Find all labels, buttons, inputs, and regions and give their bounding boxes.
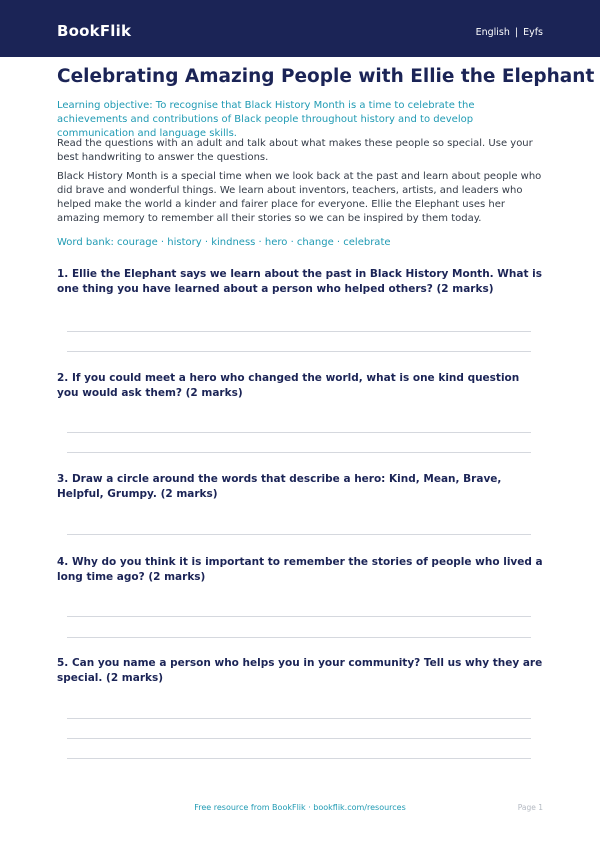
answer-line[interactable] [67,534,531,535]
header-separator: | [514,27,519,38]
answer-line[interactable] [67,758,531,759]
answer-line[interactable] [67,637,531,638]
question-1: 1. Ellie the Elephant says we learn about the past in Black History Month. What is one thing you have learned about a person who helped others? (2 marks) [57,268,542,295]
answer-line[interactable] [67,616,531,617]
language-link[interactable]: English [475,27,510,38]
page-title: Celebrating Amazing People with Ellie the Elephant [57,66,595,87]
answer-line[interactable] [67,432,531,433]
question-2: 2. If you could meet a hero who changed the world, what is one kind question you would ask them? (2 marks) [57,372,520,399]
intro-text: Black History Month is a special time when we look back at the past and learn about people who did brave and wonderful things. We learn about inventors, teachers, artists, and leaders who helped make the world a kinder and fairer place for everyone. Ellie the Elephant uses her amazing memory to remember all their stories so we can be inspired by them today. [57,171,542,224]
question-4: 4. Why do you think it is important to remember the stories of people who lived a long time ago? (2 marks) [57,556,543,583]
answer-line[interactable] [67,452,531,453]
footer-resource-link[interactable]: Free resource from BookFlik · bookflik.com/resources [194,803,406,812]
learning-objective: Learning objective: To recognise that Black History Month is a time to celebrate the achievements and contributions of Black people throughout history and to develop communication and language skills. [57,100,475,139]
answer-line[interactable] [67,718,531,719]
instructions-text: Read the questions with an adult and talk about what makes these people so special. Use your best handwriting to answer the questions. [57,138,533,163]
question-3: 3. Draw a circle around the words that describe a hero: Kind, Mean, Brave, Helpful, Grumpy. (2 marks) [57,473,502,500]
answer-line[interactable] [67,331,531,332]
answer-line[interactable] [67,738,531,739]
question-5: 5. Can you name a person who helps you in your community? Tell us why they are special. (2 marks) [57,657,543,684]
footer [0,803,600,817]
page-number: Page 1 [517,803,543,812]
answer-line[interactable] [67,351,531,352]
top-bar [0,0,600,57]
brand-logo[interactable]: BookFlik [57,22,132,40]
level-link[interactable]: Eyfs [523,27,543,38]
word-bank: Word bank: courage · history · kindness · hero · change · celebrate [57,237,391,248]
header-links [476,27,543,38]
